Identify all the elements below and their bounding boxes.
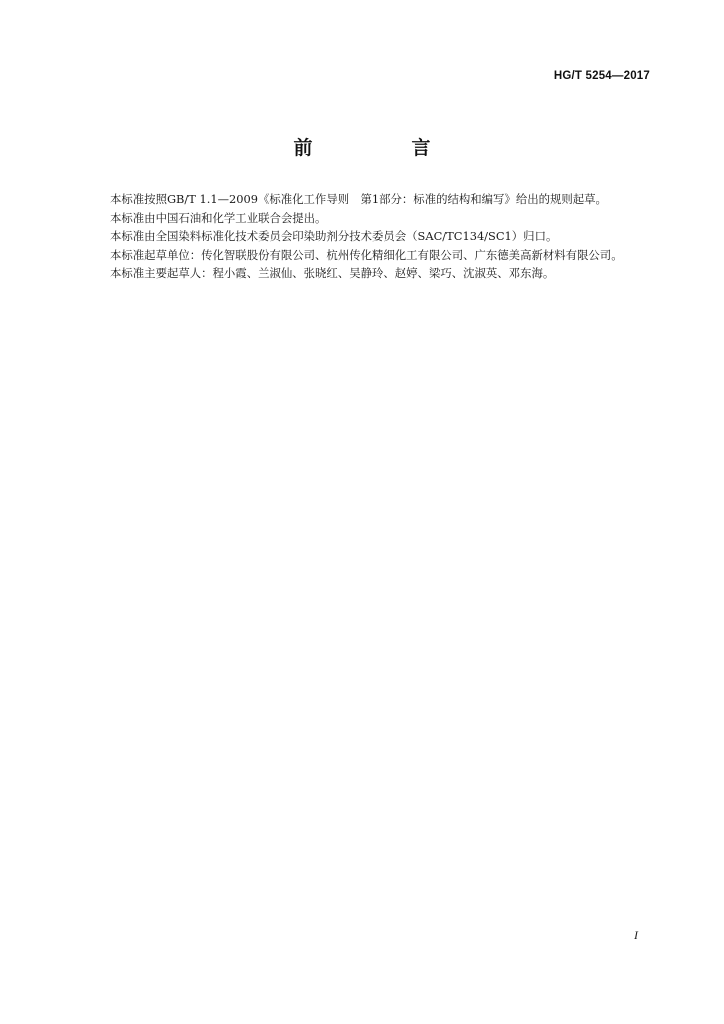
paragraph-technical-committee: 本标准由全国染料标准化技术委员会印染助剂分技术委员会（SAC/TC134/SC1）归口。	[110, 229, 558, 243]
paragraph-drafting-units: 本标准起草单位：传化智联股份有限公司、杭州传化精细化工有限公司、广东德美高新材料有限公司。	[110, 247, 623, 262]
paragraph-drafting-rules: 本标准按照GB/T 1.1—2009《标准化工作导则 第1部分：标准的结构和编写》给出的规则起草。	[110, 192, 607, 206]
page-title: 前 言	[293, 137, 471, 159]
page-number: I	[634, 928, 638, 942]
paragraph-main-drafters: 本标准主要起草人：程小霞、兰淑仙、张晓红、吴静玲、赵婷、梁巧、沈淑英、邓东海。	[110, 266, 555, 280]
paragraph-proposer: 本标准由中国石油和化学工业联合会提出。	[110, 210, 327, 225]
foreword-body	[87, 190, 649, 283]
standard-code: HG/T 5254—2017	[553, 70, 650, 82]
